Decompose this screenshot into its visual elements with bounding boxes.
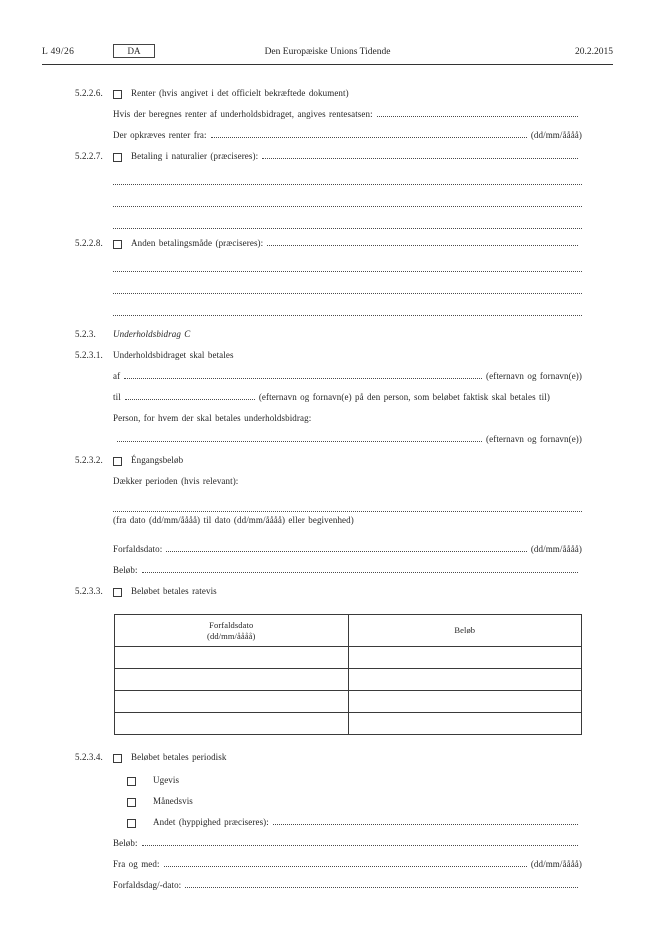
amount-column-header [348, 615, 582, 647]
field-label: Der opkræves renter fra: [113, 130, 207, 140]
renter-rate-line [113, 108, 582, 121]
person-line [113, 412, 582, 425]
field-label: Beløb: [113, 838, 138, 848]
field-label: Dækker perioden (hvis relevant): [113, 476, 239, 486]
section-label: Underholdsbidrag C [113, 329, 191, 339]
checkbox-engangsbeloeb[interactable] [113, 457, 122, 466]
section-5232-heading [75, 454, 582, 467]
due-date-cell[interactable] [115, 713, 349, 735]
due-date-cell[interactable] [115, 669, 349, 691]
amount-cell[interactable] [348, 669, 582, 691]
section-label: Beløbet betales periodisk [131, 752, 227, 762]
due-date-line [113, 543, 582, 556]
field-label: Forfaldsdato: [113, 544, 163, 554]
period-line [113, 475, 582, 488]
field-label: til [113, 392, 121, 402]
fill-in-line[interactable] [142, 845, 578, 846]
due-day-line [113, 879, 582, 892]
checkbox-maanedsvis[interactable] [127, 798, 136, 807]
payer-line [113, 370, 582, 383]
field-label: Person, for hvem der skal betales underholdsbidrag: [113, 413, 312, 423]
name-format-hint: (efternavn og fornavn(e)) [486, 434, 582, 444]
section-523-heading [75, 328, 582, 341]
fill-in-line[interactable] [113, 280, 582, 294]
section-label: Underholdsbidraget skal betales [113, 350, 234, 360]
name-format-hint: (efternavn og fornavn(e) på den person, som beløbet faktisk skal betales til) [258, 392, 550, 402]
section-5226-heading [75, 87, 582, 100]
fill-in-line[interactable] [113, 171, 582, 185]
fill-in-line[interactable] [164, 866, 527, 867]
fill-in-line[interactable] [124, 378, 482, 379]
section-number: 5.2.2.6. [75, 88, 103, 98]
table-header-row [115, 615, 582, 647]
amount-cell[interactable] [348, 647, 582, 669]
column-header-text: Forfaldsdato [209, 619, 254, 630]
amount-cell[interactable] [348, 713, 582, 735]
section-number: 5.2.3.2. [75, 455, 103, 465]
section-number: 5.2.2.8. [75, 238, 103, 248]
fill-in-line[interactable] [113, 498, 582, 512]
section-5231-heading [75, 349, 582, 362]
option-andet [127, 816, 582, 829]
amount-cell[interactable] [348, 691, 582, 713]
section-label: Renter (hvis angivet i det officielt bekræftede dokument) [131, 88, 349, 98]
issue-date: 20.2.2015 [575, 47, 613, 57]
section-number: 5.2.3. [75, 329, 96, 339]
amount-line [113, 564, 582, 577]
column-header-text: Beløb [454, 625, 476, 635]
fill-in-line[interactable] [142, 572, 578, 573]
checkbox-andet[interactable] [127, 819, 136, 828]
checkbox-ugevis[interactable] [127, 777, 136, 786]
checkbox-renter[interactable] [113, 90, 122, 99]
section-5233-heading [75, 585, 582, 598]
fill-in-line[interactable] [113, 215, 582, 229]
table-row [115, 713, 582, 735]
fill-in-line[interactable] [267, 245, 578, 246]
installments-table [114, 614, 582, 735]
fill-in-line[interactable] [113, 302, 582, 316]
renter-from-line [113, 129, 582, 142]
column-header-hint: (dd/mm/åååå) [207, 630, 256, 641]
period-note-line [113, 514, 582, 527]
amount-line [113, 837, 582, 850]
option-label: Andet (hyppighed præciseres): [153, 817, 269, 827]
field-label: Beløb: [113, 565, 138, 575]
field-label: Hvis der beregnes renter af underholdsbidraget, angives rentesatsen: [113, 109, 373, 119]
checkbox-naturalier[interactable] [113, 153, 122, 162]
section-number: 5.2.3.4. [75, 752, 103, 762]
fill-in-line[interactable] [211, 137, 527, 138]
option-label: Ugevis [153, 775, 180, 785]
language-badge: DA [113, 44, 155, 58]
payee-line [113, 391, 582, 404]
section-5234-heading [75, 751, 582, 764]
section-label: Beløbet betales ratevis [131, 586, 217, 596]
page-reference: L 49/26 [42, 47, 75, 57]
section-number: 5.2.3.1. [75, 350, 103, 360]
section-number: 5.2.3.3. [75, 586, 103, 596]
name-format-hint: (efternavn og fornavn(e)) [486, 371, 582, 381]
table-row [115, 669, 582, 691]
table-row [115, 691, 582, 713]
person-name-line [113, 433, 582, 446]
due-date-cell[interactable] [115, 647, 349, 669]
form-body [75, 87, 582, 892]
header-rule [42, 64, 613, 65]
date-format-hint: (dd/mm/åååå) [530, 130, 582, 140]
fill-in-line[interactable] [113, 258, 582, 272]
field-label: af [113, 371, 121, 381]
fill-in-line[interactable] [125, 399, 255, 400]
table-row [115, 647, 582, 669]
date-format-hint: (dd/mm/åååå) [530, 859, 582, 869]
section-label: Anden betalingsmåde (præciseres): [131, 238, 264, 248]
date-format-hint: (dd/mm/åååå) [530, 544, 582, 554]
field-label: Forfaldsdag/-dato: [113, 880, 182, 890]
fill-in-line[interactable] [113, 193, 582, 207]
option-maanedsvis [127, 795, 582, 808]
section-number: 5.2.2.7. [75, 151, 103, 161]
option-ugevis [127, 774, 582, 787]
section-5228-heading [75, 237, 582, 250]
fill-in-line[interactable] [273, 824, 578, 825]
due-date-cell[interactable] [115, 691, 349, 713]
fill-in-line[interactable] [117, 441, 482, 442]
from-date-line [113, 858, 582, 871]
checkbox-ratevis[interactable] [113, 588, 122, 597]
checkbox-anden-betalingsmaade[interactable] [113, 240, 122, 249]
due-date-column-header [115, 615, 349, 647]
section-5227-heading [75, 150, 582, 163]
journal-title: Den Europæiske Unions Tidende [264, 47, 391, 57]
checkbox-periodisk[interactable] [113, 754, 122, 763]
fill-in-line[interactable] [377, 116, 578, 117]
format-note: (fra dato (dd/mm/åååå) til dato (dd/mm/åååå) eller begivenhed) [113, 515, 354, 525]
section-label: Betaling i naturalier (præciseres): [131, 151, 259, 161]
fill-in-line[interactable] [185, 887, 578, 888]
option-label: Månedsvis [153, 796, 193, 806]
fill-in-line[interactable] [262, 158, 578, 159]
field-label: Fra og med: [113, 859, 160, 869]
page-header [42, 44, 613, 60]
fill-in-line[interactable] [166, 551, 527, 552]
section-label: Éngangsbeløb [131, 455, 184, 465]
